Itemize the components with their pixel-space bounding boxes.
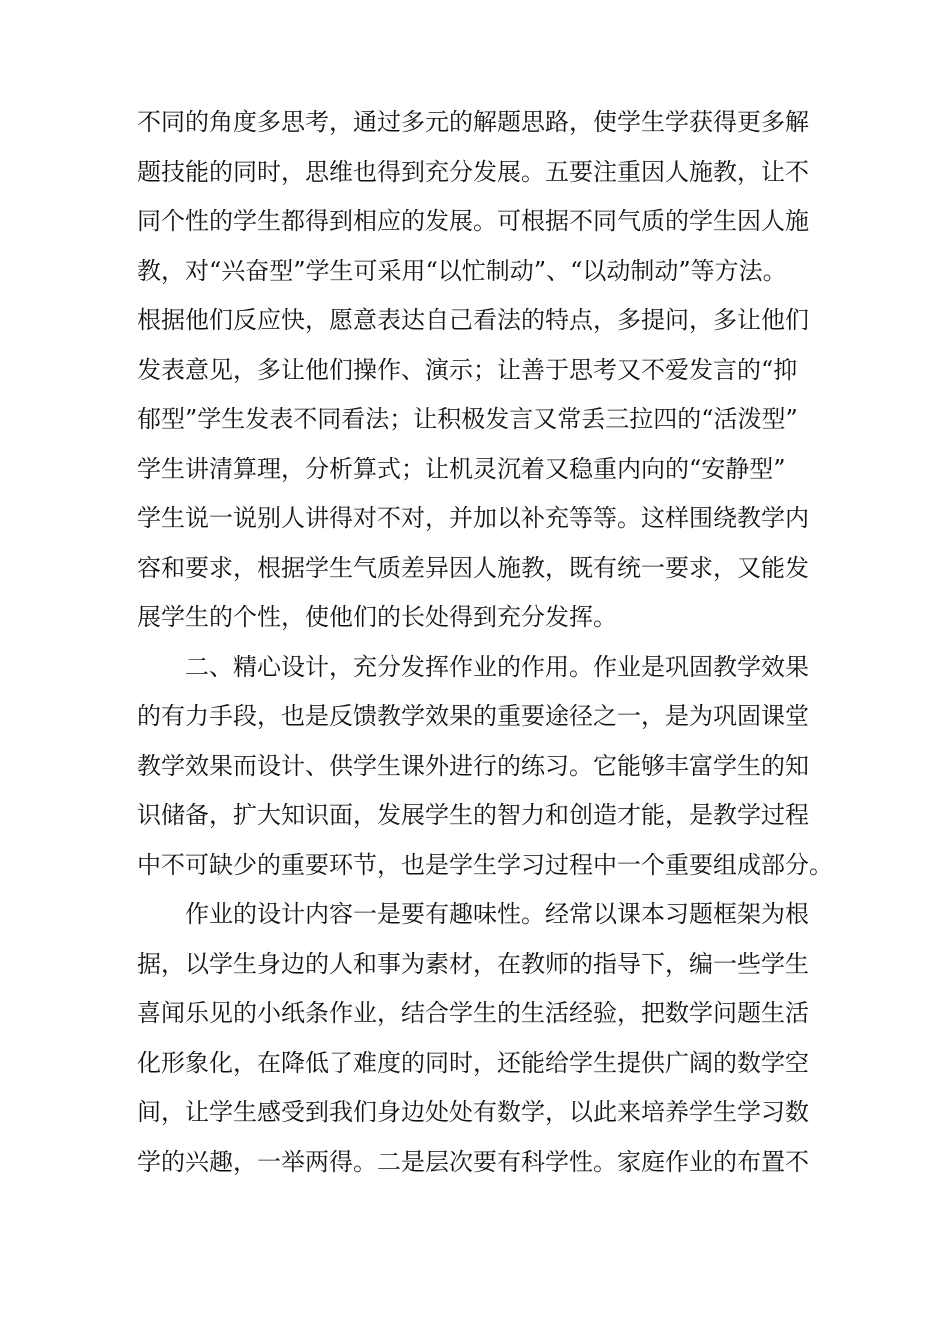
- text-line: 喜闻乐见的小纸条作业，结合学生的生活经验，把数学问题生活: [137, 999, 809, 1027]
- text-line: 学生讲清算理，分析算式；让机灵沉着又稳重内向的“安静型”: [137, 454, 786, 483]
- text-line: 二、精心设计，充分发挥作业的作用。作业是巩固教学效果: [137, 652, 809, 681]
- text-line: 的有力手段，也是反馈教学效果的重要途径之一，是为巩固课堂: [137, 702, 809, 730]
- text-line: 学生说一说别人讲得对不对，并加以补充等等。这样围绕教学内: [137, 504, 809, 532]
- text-line: 不同的角度多思考，通过多元的解题思路，使学生学获得更多解: [137, 108, 809, 136]
- document-body-text: [137, 98, 833, 1187]
- text-line: 识储备，扩大知识面，发展学生的智力和创造才能，是教学过程: [137, 801, 809, 829]
- text-line: 发表意见，多让他们操作、演示；让善于思考又不爱发言的“抑: [137, 355, 798, 384]
- text-line: 教，对“兴奋型”学生可采用“以忙制动”、“以动制动”等方法。: [137, 256, 787, 285]
- text-line: 题技能的同时，思维也得到充分发展。五要注重因人施教，让不: [137, 157, 809, 186]
- text-line: 教学效果而设计、供学生课外进行的练习。它能够丰富学生的知: [137, 751, 809, 780]
- text-line: 据，以学生身边的人和事为素材，在教师的指导下，编一些学生: [137, 949, 809, 978]
- text-line: 学的兴趣，一举两得。二是层次要有科学性。家庭作业的布置不: [137, 1147, 809, 1176]
- text-line: 化形象化，在降低了难度的同时，还能给学生提供广阔的数学空: [137, 1048, 809, 1077]
- text-line: 间，让学生感受到我们身边处处有数学，以此来培养学生学习数: [137, 1098, 809, 1126]
- text-line: 展学生的个性，使他们的长处得到充分发挥。: [137, 603, 617, 631]
- text-line: 根据他们反应快，愿意表达自己看法的特点，多提问，多让他们: [137, 306, 809, 334]
- text-line: 中不可缺少的重要环节，也是学生学习过程中一个重要组成部分。: [137, 850, 833, 879]
- text-line: 容和要求，根据学生气质差异因人施教，既有统一要求，又能发: [137, 553, 809, 582]
- text-line: 作业的设计内容一是要有趣味性。经常以课本习题框架为根: [137, 900, 809, 928]
- text-line: 同个性的学生都得到相应的发展。可根据不同气质的学生因人施: [137, 207, 809, 235]
- text-line: 郁型”学生发表不同看法；让积极发言又常丢三拉四的“活泼型”: [137, 405, 798, 433]
